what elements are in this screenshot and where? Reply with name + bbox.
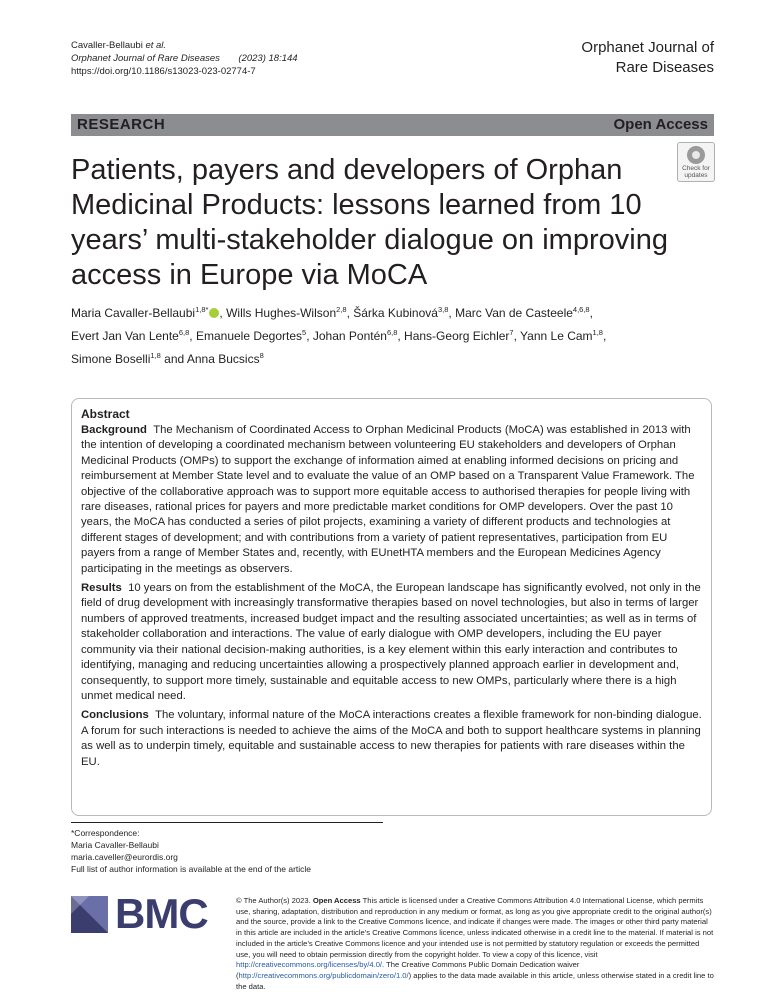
- author-affiliation: 7: [509, 328, 514, 337]
- author-name: Johan Pontén: [312, 329, 387, 343]
- abstract-results: [81, 581, 702, 704]
- author-name: Anna Bucsics: [186, 352, 260, 366]
- journal-name-line-1: Orphanet Journal of: [581, 39, 714, 56]
- check-updates-icon: [687, 146, 705, 164]
- author-affiliation: 6,8: [386, 328, 398, 337]
- correspondence-email[interactable]: maria.caveller@eurordis.org: [71, 852, 178, 862]
- author-affiliation: 4,6,8: [572, 305, 590, 314]
- results-label: Results: [81, 582, 122, 595]
- correspondence-name: Maria Cavaller-Bellaubi: [71, 840, 159, 850]
- journal-name-line-2: Rare Diseases: [615, 59, 714, 76]
- background-label: Background: [81, 424, 147, 436]
- abstract-heading: Abstract: [81, 407, 130, 421]
- author-affiliation: 6,8: [178, 328, 190, 337]
- header-journal: Orphanet Journal of Rare Diseases: [71, 53, 220, 64]
- author-name: Hans-Georg Eichler: [404, 329, 510, 343]
- bmc-logo-text: BMC: [115, 890, 208, 937]
- article-type-bar: [71, 114, 714, 136]
- author-name: Maria Cavaller-Bellaubi: [71, 306, 196, 320]
- check-for-updates-button[interactable]: [677, 142, 715, 182]
- orcid-icon[interactable]: [209, 308, 219, 318]
- author-affiliation: 1,8: [592, 328, 603, 337]
- author-name: Yann Le Cam: [520, 329, 593, 343]
- author-affiliation: 1,8*: [195, 305, 209, 314]
- header-year-volume: (2023) 18:144: [238, 53, 298, 64]
- article-title: Patients, payers and developers of Orphan Medicinal Products: lessons learned from 10 years’ multi-stakeholder dialogue on improving access in Europe via MoCA: [71, 154, 668, 291]
- authors-and: and: [164, 352, 185, 366]
- author-info-note: Full list of author information is available at the end of the article: [71, 864, 312, 874]
- correspondence-label: *Correspondence:: [71, 828, 140, 838]
- license-open-access: Open Access: [312, 896, 361, 905]
- author-name: Evert Jan Van Lente: [71, 329, 179, 343]
- conclusions-label: Conclusions: [81, 709, 149, 722]
- author-affiliation: 2,8: [336, 305, 347, 314]
- running-header: [71, 39, 298, 78]
- license-body: This article is licensed under a Creative Commons Attribution 4.0 International License, which permits use, sharing, adaptation, distribution and reproduction in any medium or format, as long as you give appropriate credit to the original author(s) and the source, provide a link to the Creative Commons licence, and indicate if changes were made. The images or other third party material in this article are included in the article’s Creative Commons licence, unless indicated otherwise in a credit line to the material. If material is not included in the article’s Creative Commons licence and your intended use is not permitted by statutory regulation or exceeds the permitted use, you will need to obtain permission directly from the copyright holder. To view a copy of this licence, visit: [236, 896, 714, 959]
- background-text: The Mechanism of Coordinated Access to Orphan Medicinal Products (MoCA) was established in 2013 with the intention of developing a coordinated mechanism between volunteering EU stakeholders and developers of Orphan Medicinal Products (OMPs) to support the exchange of information aimed at enabling informed decisions on pricing and reimbursement at Member State level and to evaluate the value of an OMP based on a Transparent Value Framework. The objective of the collaborative approach was to support more equitable access to authorised therapies for people living with rare diseases, rational prices for payers and more predictable market conditions for OMP developers. Over the past 10 years, the MoCA has conducted a series of pilot projects, examining a variety of different products and technologies at different stages of development; and with contributions from a variety of patient representatives, participation from EU payers from a range of Member States and, recently, with EUnetHTA members and the European Medicines Agency participating in the meetings as observers.: [81, 424, 695, 575]
- abstract-background: [81, 423, 702, 577]
- author-name: Emanuele Degortes: [195, 329, 303, 343]
- journal-name: [514, 38, 714, 78]
- check-updates-line-1: Check for: [682, 165, 710, 172]
- license-tail: ) applies to the data made available in this article, unless otherwise stated in a credit line to the data.: [236, 970, 714, 991]
- correspondence-block: [71, 827, 311, 875]
- author-affiliation: 1,8: [150, 351, 161, 360]
- results-text: 10 years on from the establishment of the MoCA, the European landscape has significantly evolved, not only in the field of drug development with increasingly transformative therapies based on novel technologies, but also in terms of larger numbers of approved treatments, increased budget impact and the resulting associated uncertainties; as well as in terms of stakeholder collaboration and interactions. The value of early dialogue with OMP developers, including the EU payer community via their national decision-making authorities, is a key element within this early interaction and contributes to identifying, managing and reducing uncertainties allowing a prospectively planned approach earlier in development and, consequently, to support more timely, sustainable and equitable access to new OMPs, particularly where there is a high unmet medical need.: [81, 582, 701, 702]
- header-doi-link[interactable]: https://doi.org/10.1186/s13023-023-02774-7: [71, 66, 256, 77]
- cc-by-link[interactable]: http://creativecommons.org/licenses/by/4.0/: [236, 960, 383, 970]
- author-name: Simone Boselli: [71, 352, 151, 366]
- author-affiliation: 3,8: [437, 305, 449, 314]
- conclusions-text: The voluntary, informal nature of the MoCA interactions creates a flexible framework for non-binding dialogue. A forum for such interactions is needed to achieve the aims of the MoCA and both to support healthcare systems in planning as well as to underpin timely, equitable and sustainable access to new therapies for patients with rare diseases within the EU.: [81, 709, 702, 768]
- author-list: Maria Cavaller-Bellaubi$^{1,8*}$ , Wills Hughes-Wilson$^{2,8}$, Šárka Kubinová$^{3,8}$, Marc Van de Casteele$^{4,6,8}$, Evert Jan Van Lente$^{6,8}$, Emanuele Degortes$^5$, Johan Pontén$^{6,8}$, Hans-Georg Eichler$^7$, Yann Le Cam$^{1,8}$, Simone Boselli$^{1,8}$ and Anna Bucsics$^8$: [71, 305, 607, 366]
- license-lead: © The Author(s) 2023.: [236, 896, 311, 905]
- footnote-divider: [71, 822, 383, 823]
- abstract-box: [71, 398, 712, 816]
- cc-zero-link[interactable]: http://creativecommons.org/publicdomain/zero/1.0/: [238, 970, 409, 980]
- abstract-conclusions: [81, 708, 702, 770]
- author-name: Šárka Kubinová: [353, 306, 438, 320]
- author-name: Marc Van de Casteele: [455, 306, 573, 320]
- article-type-label: RESEARCH: [77, 116, 166, 133]
- header-authors: Cavaller-Bellaubi: [71, 40, 143, 51]
- author-affiliation: 5: [302, 328, 307, 337]
- license-text: [236, 896, 714, 992]
- bmc-logo-mark-icon: [71, 896, 108, 933]
- license-mid: . The Creative Commons Public Domain Dedication waiver (: [236, 960, 580, 980]
- bmc-logo: [71, 890, 221, 937]
- author-affiliation: 8: [259, 351, 264, 360]
- author-name: Wills Hughes-Wilson: [226, 306, 337, 320]
- check-updates-line-2: updates: [684, 172, 708, 179]
- open-access-label: Open Access: [613, 116, 708, 133]
- header-et-al: et al.: [145, 40, 167, 51]
